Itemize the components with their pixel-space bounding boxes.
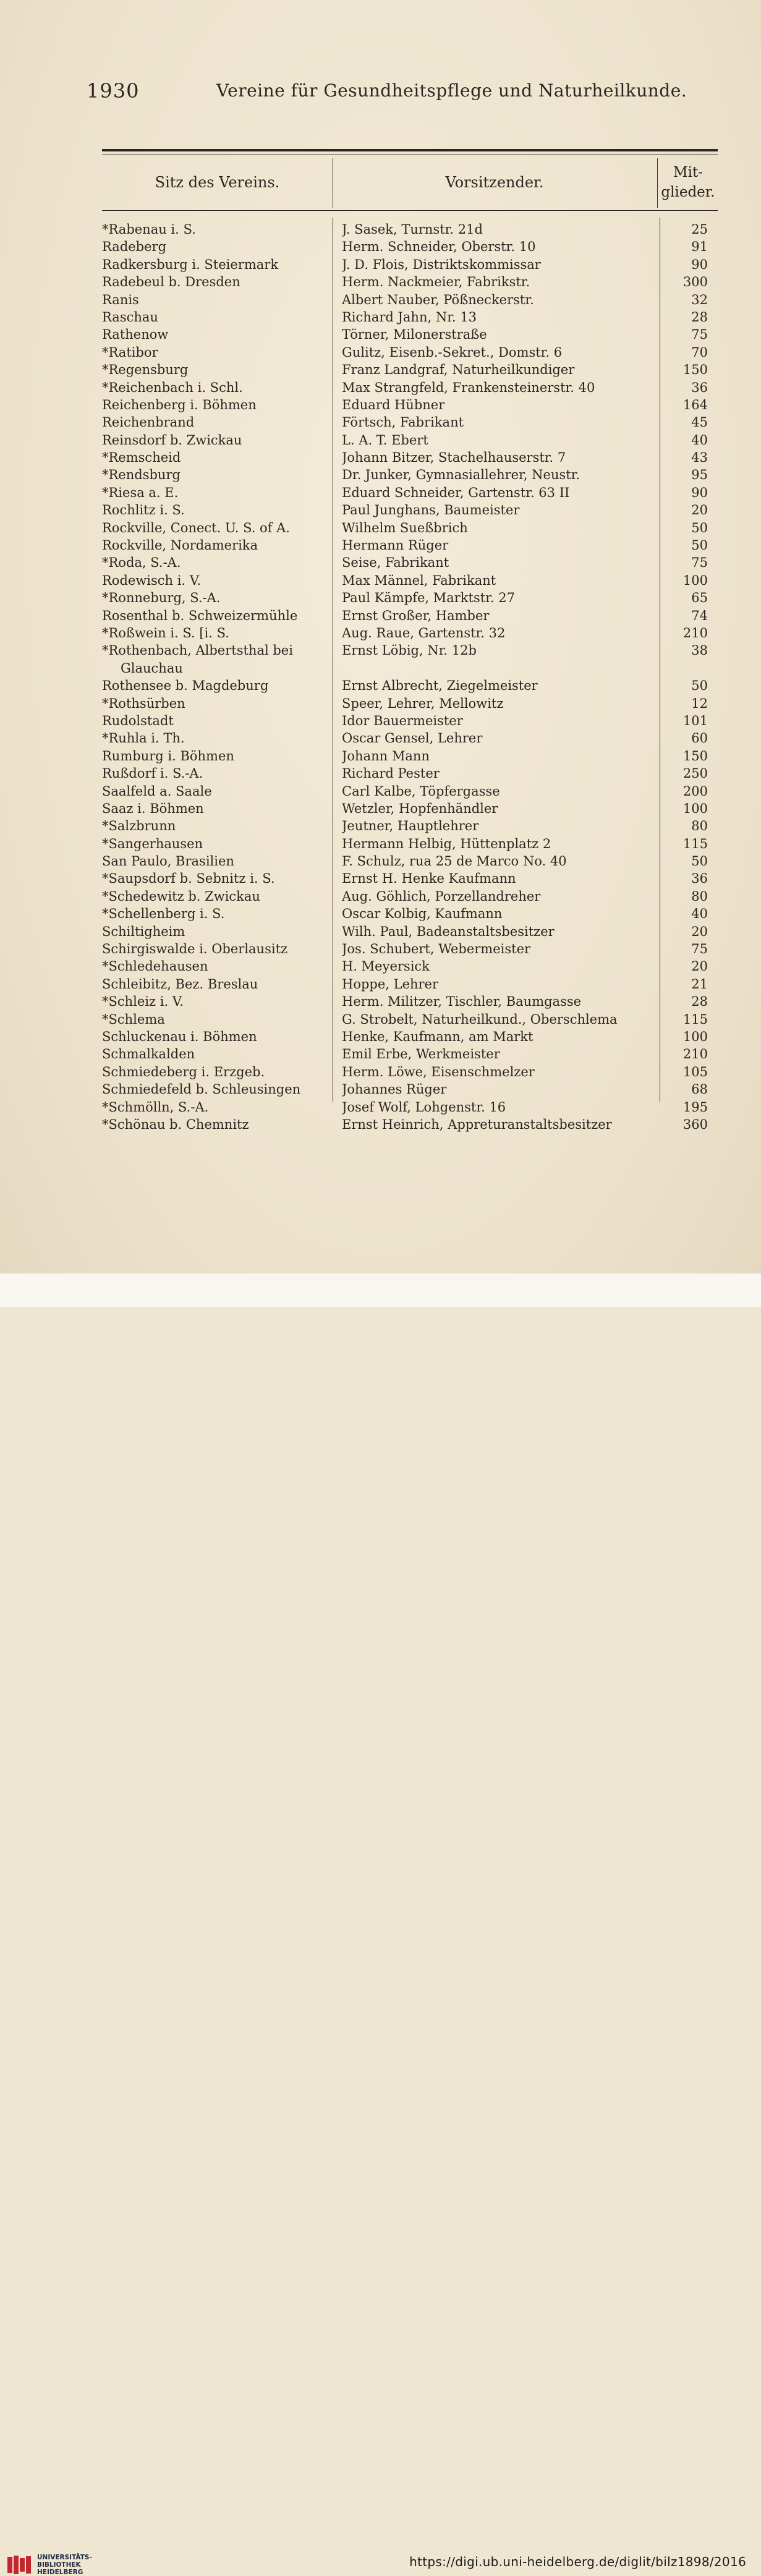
cell-seat-text: *Schleiz i. V. [102, 994, 184, 1010]
cell-members: 20 [691, 959, 708, 974]
cell-chairman: G. Strobelt, Naturheilkund., Oberschlema [342, 1011, 618, 1027]
cell-chairman: Eduard Hübner [342, 397, 445, 412]
cell-seat-text: *Ruhla i. Th. [102, 731, 185, 746]
cell-members: 74 [691, 608, 708, 623]
table-row [0, 519, 761, 537]
cell-members: 100 [682, 572, 708, 588]
cell-chairman: Herm. Schneider, Oberstr. 10 [342, 239, 536, 255]
table-row [0, 396, 761, 414]
table-row [0, 572, 761, 589]
cell-chairman: Idor Bauermeister [342, 713, 463, 728]
table-row [0, 326, 761, 343]
cell-seat-text: *Rothsürben [102, 695, 185, 711]
cell-members: 90 [691, 257, 708, 272]
cell-chairman: Emil Erbe, Werkmeister [342, 1047, 500, 1062]
cell-seat [102, 414, 329, 431]
cell-members: 150 [682, 748, 708, 763]
cell-chairman: Ernst H. Henke Kaufmann [342, 871, 516, 886]
cell-seat [102, 800, 329, 817]
table-row [0, 993, 761, 1010]
table-row [0, 765, 761, 782]
cell-members: 43 [691, 450, 708, 465]
cell-seat-text: Rumburg i. Böhmen [102, 748, 234, 763]
cell-seat [102, 1081, 329, 1098]
cell-members: 38 [691, 643, 708, 658]
cell-seat [102, 554, 329, 571]
cell-members: 36 [691, 871, 708, 886]
cell-members: 21 [691, 976, 708, 992]
cell-members: 91 [691, 239, 708, 255]
cell-members: 95 [691, 467, 708, 483]
column-header-chairman [334, 156, 655, 209]
cell-seat [102, 747, 329, 765]
cell-seat [102, 1045, 329, 1063]
table-row [0, 344, 761, 361]
cell-members: 100 [682, 801, 708, 816]
cell-chairman: Eduard Schneider, Gartenstr. 63 II [342, 485, 570, 500]
cell-members: 80 [691, 818, 708, 834]
cell-seat-text: Reinsdorf b. Zwickau [102, 432, 242, 448]
cell-seat-text: Rußdorf i. S.-A. [102, 766, 203, 781]
cell-seat-text: *Schlema [102, 1011, 165, 1027]
cell-seat [102, 940, 329, 958]
column-header-seat-label: Sitz des Vereins. [155, 174, 280, 191]
cell-chairman: L. A. T. Ebert [342, 432, 428, 448]
cell-members: 115 [682, 1011, 708, 1027]
cell-chairman: Speer, Lehrer, Mellowitz [342, 695, 504, 711]
cell-chairman: Max Strangfeld, Frankensteinerstr. 40 [342, 380, 595, 395]
cell-seat-text: *Remscheid [102, 450, 181, 465]
cell-chairman: Richard Pester [342, 766, 440, 781]
cell-seat [102, 589, 329, 606]
cell-chairman: Ernst Heinrich, Appreturanstaltsbesitzer [342, 1116, 612, 1132]
cell-chairman: Hermann Rüger [342, 538, 449, 553]
cell-seat-text: Rochlitz i. S. [102, 503, 185, 518]
cell-members: 80 [691, 888, 708, 904]
cell-seat [102, 729, 329, 747]
cell-seat-text: San Paulo, Brasilien [102, 854, 234, 869]
cell-seat-continuation: Glauchau [121, 660, 183, 676]
table-row [0, 1099, 761, 1116]
cell-members: 75 [691, 555, 708, 571]
cell-chairman: Oscar Kolbig, Kaufmann [342, 906, 503, 922]
cell-seat [102, 344, 329, 361]
cell-members: 105 [682, 1064, 708, 1079]
viewer-footer [0, 1273, 761, 2576]
table-row [0, 677, 761, 694]
cell-seat-text: Radeberg [102, 239, 167, 255]
cell-chairman: Albert Nauber, Pößneckerstr. [342, 292, 534, 307]
header-column-divider [657, 158, 658, 208]
cell-seat-text: *Rendsburg [102, 467, 181, 483]
cell-seat-text: Ranis [102, 292, 139, 307]
table-row [0, 1011, 761, 1028]
cell-chairman: Johann Mann [342, 748, 430, 763]
table-row [0, 1116, 761, 1133]
table-row [0, 501, 761, 519]
cell-chairman: Wilh. Paul, Badeanstaltsbesitzer [342, 924, 555, 939]
table-row [0, 414, 761, 431]
cell-chairman: Carl Kalbe, Töpfergasse [342, 783, 500, 799]
cell-seat [102, 308, 329, 326]
cell-seat-text: *Schledehausen [102, 959, 208, 974]
table-row [0, 256, 761, 273]
cell-chairman: Dr. Junker, Gymnasiallehrer, Neustr. [342, 467, 580, 483]
cell-seat [102, 449, 329, 466]
table-row [0, 747, 761, 765]
cell-chairman: Johann Bitzer, Stachelhauserstr. 7 [342, 450, 566, 465]
cell-seat [102, 870, 329, 887]
page-number: 1930 [87, 79, 140, 103]
cell-members: 195 [682, 1099, 708, 1115]
cell-seat [102, 607, 329, 624]
cell-members: 50 [691, 678, 708, 694]
cell-seat-text: Rockville, Nordamerika [102, 538, 258, 553]
cell-chairman: Max Männel, Fabrikant [342, 572, 496, 588]
cell-members: 250 [682, 766, 708, 781]
table-row [0, 976, 761, 993]
cell-chairman: Josef Wolf, Lohgenstr. 16 [342, 1099, 506, 1115]
cell-members: 60 [691, 731, 708, 746]
column-header-members [658, 156, 718, 209]
cell-seat-text: Schiltigheim [102, 924, 185, 939]
cell-members: 75 [691, 942, 708, 957]
cell-seat [102, 484, 329, 501]
table-row [0, 695, 761, 712]
cell-seat [102, 712, 329, 729]
table-row [0, 537, 761, 554]
table-header-bottom-rule [102, 210, 718, 211]
cell-members: 50 [691, 538, 708, 553]
cell-seat-text: Radebeul b. Dresden [102, 274, 240, 290]
table-row [0, 361, 761, 378]
cell-seat [102, 1028, 329, 1045]
cell-seat-text: Saaz i. Böhmen [102, 801, 204, 816]
cell-seat-text: *Riesa a. E. [102, 485, 179, 500]
cell-seat [102, 923, 329, 940]
table-row [0, 221, 761, 238]
library-name-line: BIBLIOTHEK [37, 2561, 81, 2569]
table-row [0, 1063, 761, 1081]
cell-chairman: Ernst Albrecht, Ziegelmeister [342, 678, 538, 694]
cell-seat [102, 1099, 329, 1116]
cell-seat [102, 1011, 329, 1028]
cell-seat [102, 379, 329, 396]
cell-members: 115 [682, 836, 708, 851]
cell-seat-text: Rodewisch i. V. [102, 572, 201, 588]
cell-seat-text: Raschau [102, 309, 158, 325]
cell-members: 210 [682, 1047, 708, 1062]
cell-seat-text: *Sangerhausen [102, 836, 203, 851]
cell-seat [102, 695, 329, 712]
table-row [0, 940, 761, 958]
cell-seat [102, 765, 329, 782]
cell-members: 210 [682, 625, 708, 640]
table-row [0, 870, 761, 887]
column-header-members-line1: Mit- [673, 164, 703, 181]
cell-chairman: Törner, Milonerstraße [342, 327, 487, 342]
university-library-logo-icon [6, 2554, 33, 2575]
table-row [0, 273, 761, 291]
cell-chairman: Ernst Löbig, Nr. 12b [342, 643, 477, 658]
table-row [0, 624, 761, 642]
cell-seat [102, 501, 329, 519]
cell-seat [102, 993, 329, 1010]
cell-seat [102, 396, 329, 414]
cell-seat-text: *Ratibor [102, 344, 158, 360]
table-row [0, 607, 761, 624]
cell-seat-text: Rudolstadt [102, 713, 174, 728]
cell-seat-text: *Rothenbach, Albertsthal bei [102, 643, 293, 658]
cell-seat-text: *Ronneburg, S.-A. [102, 590, 221, 606]
cell-seat [102, 431, 329, 449]
cell-chairman: Franz Landgraf, Naturheilkundiger [342, 362, 575, 378]
cell-members: 25 [691, 222, 708, 237]
cell-members: 164 [682, 397, 708, 412]
table-top-rule-thick [102, 149, 718, 151]
cell-members: 20 [691, 924, 708, 939]
cell-members: 360 [682, 1116, 708, 1132]
column-header-chairman-label: Vorsitzender. [445, 174, 544, 191]
cell-chairman: H. Meyersick [342, 959, 430, 974]
cell-seat-text: Schluckenau i. Böhmen [102, 1029, 257, 1044]
cell-seat-text: *Salzbrunn [102, 818, 176, 834]
cell-seat-text: Rockville, Conect. U. S. of A. [102, 520, 290, 535]
cell-seat-text: Schmiedefeld b. Schleusingen [102, 1082, 301, 1097]
cell-chairman: Förtsch, Fabrikant [342, 415, 464, 430]
cell-chairman: Herm. Löwe, Eisenschmelzer [342, 1064, 535, 1079]
cell-seat-text: Schirgiswalde i. Oberlausitz [102, 942, 288, 957]
cell-seat [102, 537, 329, 554]
cell-chairman: Richard Jahn, Nr. 13 [342, 309, 477, 325]
column-header-members-line2: glieder. [661, 184, 715, 200]
cell-seat-text: *Rabenau i. S. [102, 222, 196, 237]
library-name-line: HEIDELBERG [37, 2569, 83, 2576]
table-row [0, 1081, 761, 1098]
cell-seat [102, 835, 329, 852]
table-row [0, 238, 761, 255]
table-row [0, 958, 761, 975]
running-head [87, 79, 705, 110]
cell-chairman: Johannes Rüger [342, 1082, 447, 1097]
cell-seat [102, 572, 329, 589]
cell-seat [102, 361, 329, 378]
cell-seat [102, 238, 329, 255]
cell-seat [102, 958, 329, 975]
table-row [0, 554, 761, 571]
cell-seat [102, 1063, 329, 1081]
cell-members: 100 [682, 1029, 708, 1044]
table-row [0, 783, 761, 800]
cell-seat-text: *Roßwein i. S. [i. S. [102, 625, 229, 640]
cell-seat [102, 976, 329, 993]
library-name [37, 2554, 92, 2576]
cell-seat-text: Saalfeld a. Saale [102, 783, 212, 799]
cell-members: 50 [691, 520, 708, 535]
cell-members: 150 [682, 362, 708, 378]
table-row [0, 800, 761, 817]
cell-members: 12 [691, 695, 708, 711]
cell-seat [102, 624, 329, 642]
column-header-seat [102, 156, 333, 209]
cell-seat-text: Reichenbrand [102, 415, 195, 430]
cell-chairman: Aug. Raue, Gartenstr. 32 [342, 625, 506, 640]
cell-members: 40 [691, 432, 708, 448]
table-row [0, 817, 761, 835]
cell-seat [102, 273, 329, 291]
cell-chairman: Hoppe, Lehrer [342, 976, 439, 992]
cell-seat-text: Rathenow [102, 327, 169, 342]
table-row [0, 1028, 761, 1045]
cell-chairman: F. Schulz, rua 25 de Marco No. 40 [342, 854, 567, 869]
table-body [0, 221, 761, 1133]
cell-chairman: Gulitz, Eisenb.-Sekret., Domstr. 6 [342, 344, 563, 360]
cell-chairman: Jos. Schubert, Webermeister [342, 942, 531, 957]
cell-members: 300 [682, 274, 708, 290]
cell-seat [102, 466, 329, 483]
cell-seat [102, 817, 329, 835]
cell-chairman: Seise, Fabrikant [342, 555, 449, 571]
cell-seat-text: *Regensburg [102, 362, 189, 378]
cell-chairman: Ernst Großer, Hamber [342, 608, 490, 623]
table-row [0, 379, 761, 396]
cell-seat [102, 783, 329, 800]
cell-members: 28 [691, 994, 708, 1010]
cell-seat [102, 888, 329, 905]
cell-members: 101 [682, 713, 708, 728]
cell-seat [102, 677, 329, 694]
cell-members: 90 [691, 485, 708, 500]
cell-seat [102, 221, 329, 238]
cell-seat-text: Schmalkalden [102, 1047, 195, 1062]
table-row [0, 642, 761, 677]
cell-chairman: Paul Kämpfe, Marktstr. 27 [342, 590, 515, 606]
table-row [0, 729, 761, 747]
cell-seat [102, 1116, 329, 1133]
cell-seat [102, 642, 329, 677]
cell-seat-text: Reichenberg i. Böhmen [102, 397, 257, 412]
cell-seat-text: *Schönau b. Chemnitz [102, 1116, 249, 1132]
cell-seat-text: *Schmölln, S.-A. [102, 1099, 209, 1115]
cell-seat [102, 291, 329, 308]
cell-chairman: Henke, Kaufmann, am Markt [342, 1029, 534, 1044]
cell-seat [102, 852, 329, 870]
cell-members: 20 [691, 503, 708, 518]
permalink-url[interactable]: https://digi.ub.uni-heidelberg.de/diglit/bilz1898/2016 [409, 2554, 746, 2569]
table-row [0, 484, 761, 501]
library-name-line: UNIVERSITÄTS- [37, 2554, 92, 2561]
cell-chairman: Herm. Nackmeier, Fabrikstr. [342, 274, 530, 290]
cell-members: 200 [682, 783, 708, 799]
cell-chairman: J. Sasek, Turnstr. 21d [342, 222, 483, 237]
cell-members: 40 [691, 906, 708, 922]
cell-members: 50 [691, 854, 708, 869]
cell-seat [102, 519, 329, 537]
cell-seat-text: Schmiedeberg i. Erzgeb. [102, 1064, 265, 1079]
cell-chairman: Herm. Militzer, Tischler, Baumgasse [342, 994, 582, 1010]
cell-chairman: Jeutner, Hauptlehrer [342, 818, 479, 834]
table-row [0, 888, 761, 905]
cell-seat-text: Schleibitz, Bez. Breslau [102, 976, 258, 992]
table-row [0, 308, 761, 326]
cell-members: 28 [691, 309, 708, 325]
cell-members: 65 [691, 590, 708, 606]
cell-seat [102, 256, 329, 273]
cell-chairman: Wetzler, Hopfenhändler [342, 801, 498, 816]
table-row [0, 431, 761, 449]
cell-seat-text: *Schedewitz b. Zwickau [102, 888, 260, 904]
cell-chairman: Aug. Göhlich, Porzellandreher [342, 888, 541, 904]
cell-seat-text: *Saupsdorf b. Sebnitz i. S. [102, 871, 275, 886]
cell-chairman: Paul Junghans, Baumeister [342, 503, 520, 518]
cell-members: 75 [691, 327, 708, 342]
table-row [0, 291, 761, 308]
cell-seat [102, 905, 329, 922]
table-row [0, 852, 761, 870]
cell-seat [102, 326, 329, 343]
cell-members: 45 [691, 415, 708, 430]
table-row [0, 466, 761, 483]
table-row [0, 905, 761, 922]
cell-members: 32 [691, 292, 708, 307]
cell-members: 68 [691, 1082, 708, 1097]
cell-seat-text: Radkersburg i. Steiermark [102, 257, 279, 272]
cell-members: 36 [691, 380, 708, 395]
cell-seat-text: *Schellenberg i. S. [102, 906, 225, 922]
cell-members: 70 [691, 344, 708, 360]
cell-chairman: J. D. Flois, Distriktskommissar [342, 257, 541, 272]
table-row [0, 589, 761, 606]
cell-chairman: Hermann Helbig, Hüttenplatz 2 [342, 836, 551, 851]
cell-seat-text: Rosenthal b. Schweizermühle [102, 608, 298, 623]
table-row [0, 923, 761, 940]
cell-chairman: Wilhelm Sueßbrich [342, 520, 468, 535]
cell-seat-text: *Reichenbach i. Schl. [102, 380, 243, 395]
cell-seat-text: Rothensee b. Magdeburg [102, 678, 269, 694]
cell-seat-text: *Roda, S.-A. [102, 555, 181, 571]
table-row [0, 1045, 761, 1063]
table-row [0, 835, 761, 852]
table-row [0, 712, 761, 729]
page-title: Vereine für Gesundheitspflege und Naturheilkunde. [216, 80, 687, 101]
cell-chairman: Oscar Gensel, Lehrer [342, 731, 483, 746]
table-row [0, 449, 761, 466]
